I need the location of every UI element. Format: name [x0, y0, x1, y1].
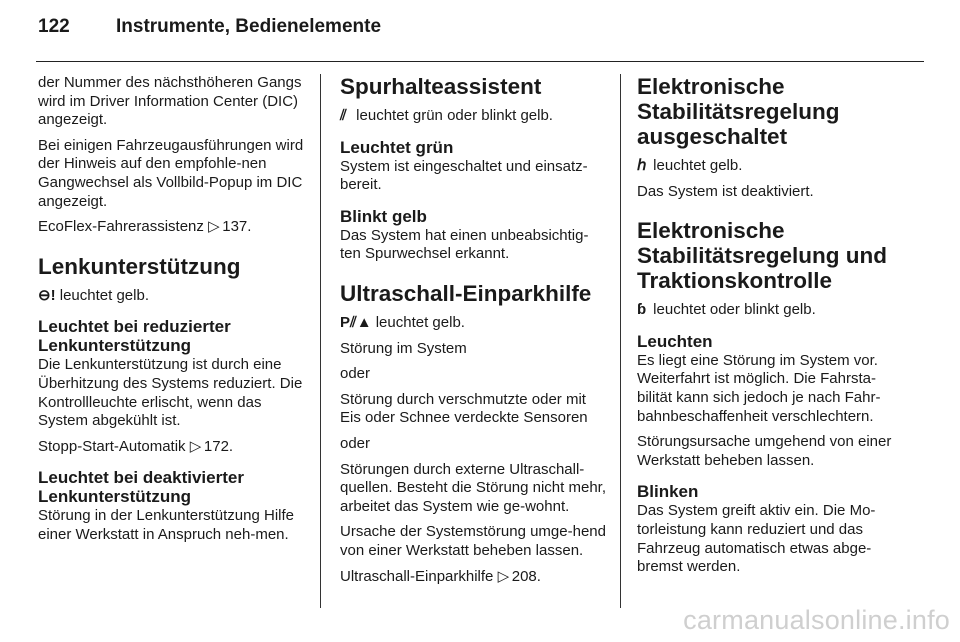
- indicator-line: [637, 157, 907, 176]
- subheading-leuchtet-gruen: Leuchtet grün: [340, 137, 454, 157]
- reference-page: 137.: [222, 218, 252, 236]
- heading-lenkunterstuetzung: Lenkunterstützung: [38, 253, 241, 279]
- indicator-line: [340, 107, 608, 126]
- esp-traction-icon: ɓ: [637, 301, 647, 319]
- page-reference-icon: ▷: [208, 218, 220, 236]
- indicator-text: leuchtet gelb.: [375, 313, 465, 331]
- paragraph: Störungsursache umgehend von einer Werkstatt beheben lassen.: [637, 433, 892, 469]
- heading-esp-ausgeschaltet: Elektronische Stabilitätsregelung ausgeschaltet: [637, 74, 840, 149]
- heading-ultraschall-einparkhilfe: Ultraschall-Einparkhilfe: [340, 280, 592, 306]
- column-middle: [340, 74, 608, 593]
- page-title: Instrumente, Bedienelemente: [116, 16, 382, 37]
- column-divider: [620, 74, 621, 608]
- indicator-text: leuchtet gelb.: [653, 157, 743, 174]
- paragraph: Das System ist deaktiviert.: [637, 182, 814, 200]
- column-right: [637, 74, 907, 584]
- page-reference-icon: ▷: [497, 567, 510, 585]
- cross-reference: [38, 218, 310, 237]
- indicator-text: leuchtet gelb.: [59, 286, 149, 304]
- watermark: carmanualsonline.info: [683, 605, 950, 635]
- reference-page: 172.: [203, 437, 234, 455]
- paragraph: System ist eingeschaltet und einsatz-bereit.: [340, 157, 588, 194]
- paragraph: Das System hat einen unbeabsichtig-ten Spurwechsel erkannt.: [340, 226, 589, 263]
- reference-text: EcoFlex-Fahrerassistenz: [38, 218, 204, 236]
- paragraph: Das System greift aktiv ein. Die Mo-torleistung kann reduziert und das Fahrzeug automatisch etwas abge-bremst werden.: [637, 502, 876, 576]
- lane-assist-icon: ⫽: [340, 107, 347, 124]
- reference-text: Ultraschall-Einparkhilfe: [340, 567, 494, 585]
- paragraph: Störung in der Lenkunterstützung Hilfe einer Werkstatt in Anspruch neh-men.: [38, 507, 294, 543]
- column-divider: [320, 74, 321, 608]
- paragraph: oder: [340, 365, 371, 383]
- paragraph: oder: [340, 434, 371, 452]
- paragraph: Bei einigen Fahrzeugausführungen wird der Hinweis auf den empfohle-nen Gangwechsel als Vollbild-Popup im DIC angezeigt.: [38, 136, 304, 210]
- indicator-line: [637, 301, 907, 320]
- subheading-deaktiviert: Leuchtet bei deaktivierter Lenkunterstützung: [38, 468, 244, 507]
- subheading-leuchten: Leuchten: [637, 331, 713, 351]
- indicator-text: leuchtet oder blinkt gelb.: [653, 301, 816, 319]
- cross-reference: [340, 568, 608, 587]
- subheading-reduziert: Leuchtet bei reduzierter Lenkunterstützung: [38, 317, 231, 356]
- paragraph: Die Lenkunterstützung ist durch eine Überhitzung des Systems reduziert. Die Kontrollleuchte erlischt, wenn das System abgekühlt ist.: [38, 356, 303, 430]
- indicator-text: leuchtet grün oder blinkt gelb.: [356, 107, 553, 124]
- cross-reference: [38, 438, 310, 457]
- paragraph: Störung im System: [340, 339, 467, 357]
- page-reference-icon: ▷: [189, 437, 202, 455]
- reference-text: Stopp-Start-Automatik: [38, 437, 186, 455]
- paragraph: Störung durch verschmutzte oder mit Eis oder Schnee verdeckte Sensoren: [340, 390, 588, 427]
- indicator-line: [38, 287, 310, 306]
- paragraph: Es liegt eine Störung im System vor. Weiterfahrt ist möglich. Die Fahrsta-bilität kann sich jedoch je nach Fahr-bahnbeschaffenheit verschlechtern.: [637, 351, 881, 425]
- steering-warning-icon: ⊖!: [38, 286, 56, 304]
- esp-off-icon: ℎ: [637, 157, 647, 174]
- parking-sensor-icon: P⫽▲: [340, 313, 372, 331]
- column-left: [38, 74, 310, 552]
- heading-esp-traktionskontrolle: Elektronische Stabilitätsregelung und Traktionskontrolle: [637, 218, 888, 294]
- indicator-line: [340, 314, 608, 333]
- header-rule: [36, 61, 924, 62]
- page-header: [38, 16, 922, 56]
- reference-page: 208.: [511, 567, 541, 585]
- subheading-blinken: Blinken: [637, 482, 699, 502]
- paragraph: der Nummer des nächsthöheren Gangs wird im Driver Information Center (DIC) angezeigt.: [38, 74, 302, 129]
- paragraph: Ursache der Systemstörung umge-hend von einer Werkstatt beheben lassen.: [340, 523, 606, 559]
- subheading-blinkt-gelb: Blinkt gelb: [340, 206, 427, 226]
- page-number: 122: [38, 16, 70, 37]
- heading-spurhalteassistent: Spurhalteassistent: [340, 74, 542, 99]
- paragraph: Störungen durch externe Ultraschall-quellen. Besteht die Störung nicht mehr, arbeitet das System wie ge-wohnt.: [340, 460, 607, 515]
